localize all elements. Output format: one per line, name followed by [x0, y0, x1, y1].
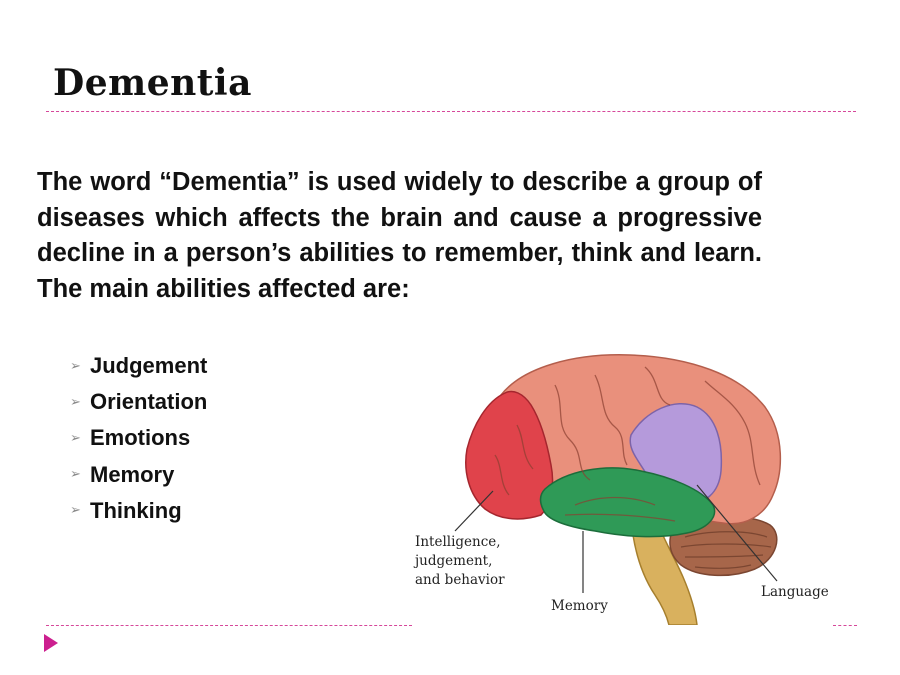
title-divider: [46, 111, 856, 112]
svg-text:Intelligence, judgement,: [413, 534, 505, 588]
list-item: [70, 384, 207, 420]
list-item-label: Memory: [90, 461, 175, 487]
arrow-bullet-icon: ➢: [70, 430, 81, 446]
slide-title: Dementia: [53, 62, 252, 104]
label-frontal-line2: judgement,: [415, 553, 493, 569]
list-item: [70, 493, 207, 529]
list-item: [70, 348, 207, 384]
arrow-bullet-icon: ➢: [70, 467, 81, 483]
arrow-bullet-icon: ➢: [70, 503, 81, 519]
list-item-label: Judgement: [90, 353, 208, 379]
list-item-label: Thinking: [90, 497, 182, 523]
footer-divider-right: [833, 625, 857, 626]
abilities-list: [70, 348, 207, 529]
list-item-label: Emotions: [90, 425, 191, 451]
slide-marker-icon: [44, 634, 58, 652]
arrow-bullet-icon: ➢: [70, 358, 81, 374]
label-frontal-line1: Intelligence,: [415, 534, 501, 550]
brain-diagram: [405, 345, 835, 625]
footer-divider-left: [46, 625, 412, 626]
label-language: Language: [761, 584, 829, 600]
arrow-bullet-icon: ➢: [70, 394, 81, 410]
label-memory: Memory: [551, 598, 608, 614]
label-frontal-line3: and behavior: [415, 572, 505, 588]
list-item-label: Orientation: [90, 389, 208, 415]
list-item: [70, 457, 207, 493]
intro-paragraph: The word “Dementia” is used widely to describe a group of diseases which affects the brain and cause a progressive decline in a person’s abilities to remember, think and learn. The main abilities affected are:: [37, 168, 762, 303]
list-item: [70, 420, 207, 456]
